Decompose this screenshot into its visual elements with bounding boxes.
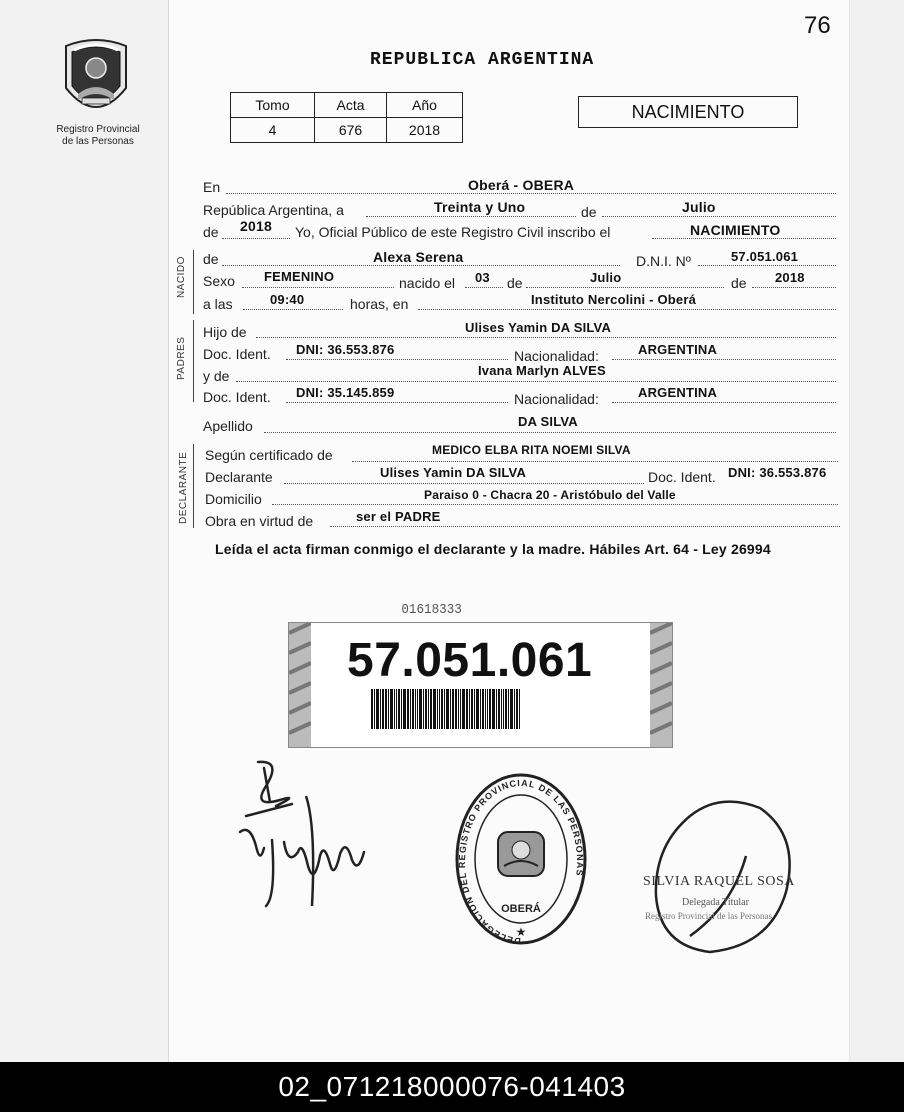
dotted-line: [256, 337, 836, 338]
barcode-bar: [460, 689, 461, 729]
barcode-bar: [407, 689, 409, 729]
child-dni-value: 57.051.061: [731, 249, 799, 264]
header-acta: Acta: [315, 93, 387, 118]
barcode-bar: [437, 689, 438, 729]
barcode-bar: [498, 689, 500, 729]
barcode-bar: [458, 689, 459, 729]
father-name-value: Ulises Yamin DA SILVA: [465, 320, 612, 335]
label-nacionalidad: Nacionalidad:: [514, 391, 599, 407]
father-doc-value: DNI: 36.553.876: [296, 342, 395, 357]
official-role: Delegada Titular: [682, 897, 749, 908]
dotted-line: [526, 287, 724, 288]
certificado-value: MEDICO ELBA RITA NOEMI SILVA: [432, 443, 631, 457]
barcode-bar: [444, 689, 445, 729]
barcode: [371, 689, 587, 729]
barcode-bar: [385, 689, 387, 729]
year-value: 2018: [240, 218, 272, 234]
label-y-de: y de: [203, 368, 230, 384]
left-margin: [0, 0, 168, 1062]
dotted-line: [236, 381, 836, 382]
barcode-bar: [419, 689, 422, 729]
official-office: Registro Provincial de las Personas: [645, 911, 772, 921]
barcode-bar: [403, 689, 406, 729]
dotted-line: [330, 526, 840, 527]
birth-place-value: Instituto Nercolini - Oberá: [531, 292, 697, 307]
section-divider-nacido: [193, 250, 194, 314]
label-de-name: de: [203, 251, 219, 267]
dotted-line: [366, 216, 576, 217]
logo-caption: [44, 124, 152, 148]
dotted-line: [272, 504, 838, 505]
barcode-bar: [501, 689, 502, 729]
month-value: Julio: [682, 199, 716, 215]
barcode-bar: [446, 689, 449, 729]
barcode-bar: [374, 689, 375, 729]
label-nacionalidad: Nacionalidad:: [514, 348, 599, 364]
dotted-line: [465, 287, 503, 288]
barcode-bar: [425, 689, 427, 729]
value-ano: 2018: [387, 118, 463, 143]
barcode-bar: [439, 689, 440, 729]
barcode-bar: [480, 689, 481, 729]
dotted-line: [284, 483, 644, 484]
barcode-bar: [455, 689, 457, 729]
dotted-line: [612, 359, 836, 360]
closing-statement: Leída el acta firman conmigo el declarante y la madre. Hábiles Art. 64 - Ley 26994: [215, 541, 771, 557]
label-domicilio: Domicilio: [205, 491, 262, 507]
document-code-footer: 02_071218000076-041403: [0, 1062, 904, 1112]
barcode-bar: [415, 689, 416, 729]
label-hijo-de: Hijo de: [203, 324, 247, 340]
official-seal-stamp: [452, 770, 590, 948]
barcode-bar: [410, 689, 411, 729]
label-de: de: [581, 204, 597, 220]
declarant-signature: [236, 756, 374, 914]
dotted-line: [226, 193, 836, 194]
inscription-value: NACIMIENTO: [690, 222, 781, 238]
label-a-las: a las: [203, 296, 233, 312]
dotted-line: [222, 238, 290, 239]
barcode-bar: [417, 689, 418, 729]
label-republica: República Argentina, a: [203, 202, 344, 218]
label-nacido-el: nacido el: [399, 275, 456, 291]
barcode-bar: [398, 689, 400, 729]
barcode-bar: [382, 689, 384, 729]
dotted-line: [286, 359, 508, 360]
barcode-bar: [430, 689, 432, 729]
barcode-bar: [516, 689, 518, 729]
day-value: Treinta y Uno: [434, 199, 526, 215]
label-doc-ident: Doc. Ident.: [648, 469, 716, 485]
birth-month-value: Julio: [590, 270, 622, 285]
label-sexo: Sexo: [203, 273, 235, 289]
dotted-line: [418, 309, 836, 310]
dni-card-serial: 01618333: [401, 602, 462, 618]
barcode-bar: [466, 689, 468, 729]
birth-time-value: 09:40: [270, 292, 305, 307]
dotted-line: [242, 287, 394, 288]
registry-value-row: [231, 118, 463, 143]
barcode-bar: [469, 689, 470, 729]
declarante-value: Ulises Yamin DA SILVA: [380, 465, 527, 480]
section-label-padres: PADRES: [176, 336, 187, 380]
domicilio-value: Paraiso 0 - Chacra 20 - Aristóbulo del Valle: [424, 488, 676, 502]
barcode-bar: [496, 689, 497, 729]
label-de: de: [203, 224, 219, 240]
place-value: Oberá - OBERA: [468, 177, 575, 193]
barcode-bar: [508, 689, 509, 729]
provincial-emblem-logo: [60, 36, 132, 120]
dotted-line: [602, 216, 836, 217]
barcode-bar: [433, 689, 436, 729]
father-nationality-value: ARGENTINA: [638, 342, 718, 357]
barcode-bar: [519, 689, 520, 729]
dni-number-card: [288, 622, 673, 748]
barcode-bar: [462, 689, 465, 729]
barcode-bar: [474, 689, 475, 729]
label-apellido: Apellido: [203, 418, 253, 434]
officer-text: Yo, Oficial Público de este Registro Civil inscribo el: [295, 224, 611, 240]
barcode-bar: [428, 689, 429, 729]
dotted-line: [243, 309, 343, 310]
label-declarante: Declarante: [205, 469, 273, 485]
label-en: En: [203, 179, 221, 195]
logo-caption-line2: de las Personas: [62, 136, 134, 147]
header-ano: Año: [387, 93, 463, 118]
seal-city: OBERÁ: [501, 903, 541, 915]
dotted-line: [752, 287, 836, 288]
dni-card-number: 57.051.061: [347, 634, 593, 687]
barcode-bar: [489, 689, 491, 729]
label-doc-ident: Doc. Ident.: [203, 346, 271, 362]
official-name: SILVIA RAQUEL SOSA: [643, 874, 795, 889]
label-certificado: Según certificado de: [205, 447, 333, 463]
barcode-bar: [412, 689, 414, 729]
barcode-bar: [390, 689, 393, 729]
birth-day-value: 03: [475, 270, 490, 285]
card-right-border: [650, 623, 672, 747]
label-de: de: [507, 275, 523, 291]
registry-header-row: [231, 93, 463, 118]
seal-star-icon: ★: [515, 925, 527, 939]
mother-name-value: Ivana Marlyn ALVES: [478, 363, 606, 378]
barcode-bar: [510, 689, 513, 729]
registry-table: [230, 92, 463, 143]
mother-doc-value: DNI: 35.145.859: [296, 385, 395, 400]
dotted-line: [222, 265, 620, 266]
barcode-bar: [476, 689, 479, 729]
barcode-bar: [388, 689, 389, 729]
birth-year-value: 2018: [775, 270, 805, 285]
section-divider-declarante: [193, 444, 194, 528]
dotted-line: [264, 432, 836, 433]
section-label-declarante: DECLARANTE: [178, 451, 189, 524]
header-tomo: Tomo: [231, 93, 315, 118]
label-doc-ident: Doc. Ident.: [203, 389, 271, 405]
barcode-bar: [376, 689, 379, 729]
barcode-bar: [482, 689, 484, 729]
barcode-bar: [505, 689, 507, 729]
dotted-line: [612, 402, 836, 403]
dotted-line: [698, 265, 836, 266]
sexo-value: FEMENINO: [264, 269, 335, 284]
barcode-bar: [394, 689, 395, 729]
page-number: 76: [804, 12, 831, 39]
card-left-border: [289, 623, 311, 747]
barcode-bar: [396, 689, 397, 729]
child-name-value: Alexa Serena: [373, 249, 464, 265]
right-margin: [850, 0, 904, 1062]
barcode-bar: [503, 689, 504, 729]
barcode-bar: [487, 689, 488, 729]
barcode-bar: [452, 689, 454, 729]
label-horas-en: horas, en: [350, 296, 409, 312]
act-type-box: NACIMIENTO: [578, 96, 798, 128]
barcode-bar: [380, 689, 381, 729]
section-divider-padres: [193, 320, 194, 402]
barcode-bar: [471, 689, 473, 729]
apellido-value: DA SILVA: [518, 414, 578, 429]
document-title: REPUBLICA ARGENTINA: [370, 50, 595, 70]
obra-value: ser el PADRE: [356, 509, 441, 524]
dotted-line: [352, 461, 838, 462]
barcode-bar: [492, 689, 495, 729]
barcode-bar: [485, 689, 486, 729]
barcode-bar: [450, 689, 451, 729]
mother-nationality-value: ARGENTINA: [638, 385, 718, 400]
dotted-line: [652, 238, 836, 239]
barcode-bar: [371, 689, 373, 729]
barcode-bar: [514, 689, 515, 729]
value-acta: 676: [315, 118, 387, 143]
value-tomo: 4: [231, 118, 315, 143]
label-obra: Obra en virtud de: [205, 513, 314, 529]
dotted-line: [286, 402, 508, 403]
section-label-nacido: NACIDO: [176, 256, 187, 298]
barcode-bar: [401, 689, 402, 729]
label-de: de: [731, 275, 747, 291]
logo-caption-line1: Registro Provincial: [56, 124, 140, 135]
label-dni: D.N.I. Nº: [636, 253, 691, 269]
barcode-bar: [441, 689, 443, 729]
declarante-doc-value: DNI: 36.553.876: [728, 465, 827, 480]
seal-ring-text: DELEGACION DEL REGISTRO PROVINCIAL DE LAS PERSONAS: [456, 777, 586, 947]
barcode-bar: [423, 689, 424, 729]
